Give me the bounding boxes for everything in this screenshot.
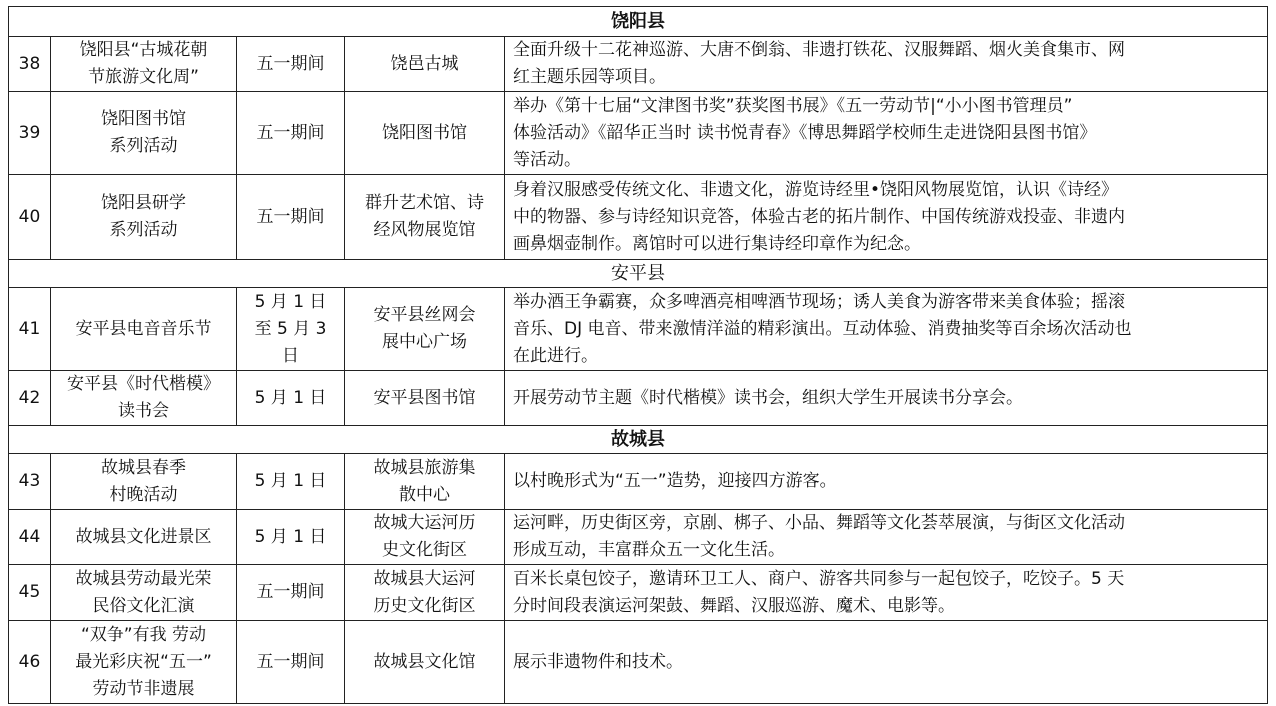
table-row xyxy=(9,92,1268,175)
table-row xyxy=(9,454,1268,510)
activity-place: 安平县图书馆 xyxy=(345,371,505,426)
activity-name: 故城县劳动最光荣 民俗文化汇演 xyxy=(51,565,237,621)
activity-description: 开展劳动节主题《时代楷模》读书会，组织大学生开展读书分享会。 xyxy=(505,371,1268,426)
activity-place: 故城县文化馆 xyxy=(345,621,505,704)
activity-name: 饶阳县“古城花朝 节旅游文化周” xyxy=(51,37,237,92)
table-row xyxy=(9,288,1268,371)
section-header-gucheng xyxy=(9,426,1268,454)
activity-description: 运河畔，历史街区旁，京剧、梆子、小品、舞蹈等文化荟萃展演，与街区文化活动 形成互动，丰富群众五一文化生活。 xyxy=(505,510,1268,565)
activity-time: 五一期间 xyxy=(237,175,345,260)
activity-place: 群升艺术馆、诗 经风物展览馆 xyxy=(345,175,505,260)
activity-place: 故城县大运河 历史文化街区 xyxy=(345,565,505,621)
activity-name: “双争”有我 劳动 最光彩庆祝“五一” 劳动节非遗展 xyxy=(51,621,237,704)
activity-place: 安平县丝网会 展中心广场 xyxy=(345,288,505,371)
activity-name: 故城县文化进景区 xyxy=(51,510,237,565)
activity-time: 五一期间 xyxy=(237,37,345,92)
activities-table xyxy=(8,6,1268,704)
activity-place: 饶邑古城 xyxy=(345,37,505,92)
activity-time: 5 月 1 日 xyxy=(237,371,345,426)
section-header-raoyang xyxy=(9,7,1268,37)
row-number: 43 xyxy=(9,454,51,510)
activity-name: 饶阳县研学 系列活动 xyxy=(51,175,237,260)
table-row xyxy=(9,621,1268,704)
table-row xyxy=(9,510,1268,565)
activity-time: 五一期间 xyxy=(237,92,345,175)
section-title: 饶阳县 xyxy=(9,7,1268,37)
section-title: 故城县 xyxy=(9,426,1268,454)
table-row xyxy=(9,37,1268,92)
row-number: 45 xyxy=(9,565,51,621)
row-number: 39 xyxy=(9,92,51,175)
row-number: 38 xyxy=(9,37,51,92)
activity-place: 饶阳图书馆 xyxy=(345,92,505,175)
row-number: 46 xyxy=(9,621,51,704)
table-row xyxy=(9,371,1268,426)
activity-name: 饶阳图书馆 系列活动 xyxy=(51,92,237,175)
row-number: 40 xyxy=(9,175,51,260)
activity-name: 安平县《时代楷模》 读书会 xyxy=(51,371,237,426)
row-number: 41 xyxy=(9,288,51,371)
activity-place: 故城县旅游集 散中心 xyxy=(345,454,505,510)
table-row xyxy=(9,565,1268,621)
activity-time: 5 月 1 日 xyxy=(237,510,345,565)
section-header-anping xyxy=(9,260,1268,288)
row-number: 44 xyxy=(9,510,51,565)
table-row xyxy=(9,175,1268,260)
activity-description: 展示非遗物件和技术。 xyxy=(505,621,1268,704)
activity-time: 五一期间 xyxy=(237,621,345,704)
row-number: 42 xyxy=(9,371,51,426)
section-title: 安平县 xyxy=(9,260,1268,288)
activity-time: 五一期间 xyxy=(237,565,345,621)
activity-description: 身着汉服感受传统文化、非遗文化，游览诗经里•饶阳风物展览馆，认识《诗经》 中的物器、参与诗经知识竞答，体验古老的拓片制作、中国传统游戏投壶、非遗内 画鼻烟壶制作。离馆时可以进行集诗经印章作为纪念。 xyxy=(505,175,1268,260)
activity-description: 全面升级十二花神巡游、大唐不倒翁、非遗打铁花、汉服舞蹈、烟火美食集市、网 红主题乐园等项目。 xyxy=(505,37,1268,92)
activity-time: 5 月 1 日 至 5 月 3 日 xyxy=(237,288,345,371)
activity-name: 故城县春季 村晚活动 xyxy=(51,454,237,510)
activity-description: 举办《第十七届“文津图书奖”获奖图书展》《五一劳动节|“小小图书管理员” 体验活动》《韶华正当时 读书悦青春》《博思舞蹈学校师生走进饶阳县图书馆》 等活动。 xyxy=(505,92,1268,175)
activity-place: 故城大运河历 史文化街区 xyxy=(345,510,505,565)
activity-description: 百米长桌包饺子，邀请环卫工人、商户、游客共同参与一起包饺子，吃饺子。5 天 分时间段表演运河架鼓、舞蹈、汉服巡游、魔术、电影等。 xyxy=(505,565,1268,621)
activity-time: 5 月 1 日 xyxy=(237,454,345,510)
activity-description: 举办酒王争霸赛，众多啤酒亮相啤酒节现场；诱人美食为游客带来美食体验；摇滚 音乐、DJ 电音、带来激情洋溢的精彩演出。互动体验、消费抽奖等百余场次活动也 在此进行。 xyxy=(505,288,1268,371)
activity-description: 以村晚形式为“五一”造势，迎接四方游客。 xyxy=(505,454,1268,510)
activity-name: 安平县电音音乐节 xyxy=(51,288,237,371)
